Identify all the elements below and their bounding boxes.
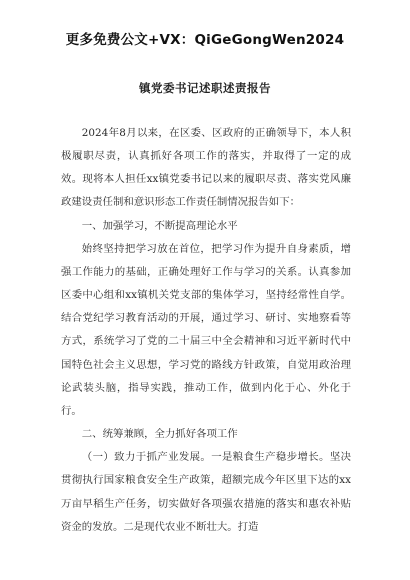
section-heading-2: 二、统筹兼顾，全力抓好各项工作 — [81, 428, 238, 441]
paragraph-intro: 2024年8月以来，在区委、区政府的正确领导下，本人积极履职尽责，认真抓好各项工作的落实，并取得了一定的成效。现将本人担任xx镇党委书记以来的履职尽责、落实党风廉政建设责任制和意识形态工作责任制情况报告如下： — [61, 127, 351, 209]
section-heading-1: 一、加强学习，不断提高理论水平 — [81, 219, 238, 232]
watermark-text: 更多免费公文+VX：QiGeGongWen2024 — [65, 32, 345, 48]
paragraph-study: 始终坚持把学习放在首位，把学习作为提升自身素质，增强工作能力的基础，正确处理好工作与学习的关系。认真参加区委中心组和xx镇机关党支部的集体学习，坚持经常性自学。结合党纪学习教育活动的开展，通过学习、研讨、实地察看等方式，系统学习了党的二十届三中全会精神和习近平新时代中国特色社会主义思想，学习党的路线方针政策，自觉用政治理论武装头脑，指导实践，推动工作，做到内化于心、外化于行。 — [61, 242, 351, 417]
document-body — [61, 122, 351, 539]
paragraph-industry: （一）致力于抓产业发展。一是粮食生产稳步增长。坚决贯彻执行国家粮食安全生产政策，超额完成今年区里下达的xx万亩早稻生产任务，切实做好各项强农措施的落实和惠农补贴资金的发放。二是现代农业不断壮大。打造 — [61, 451, 351, 533]
document-title: 镇党委书记述职述责报告 — [139, 81, 271, 95]
